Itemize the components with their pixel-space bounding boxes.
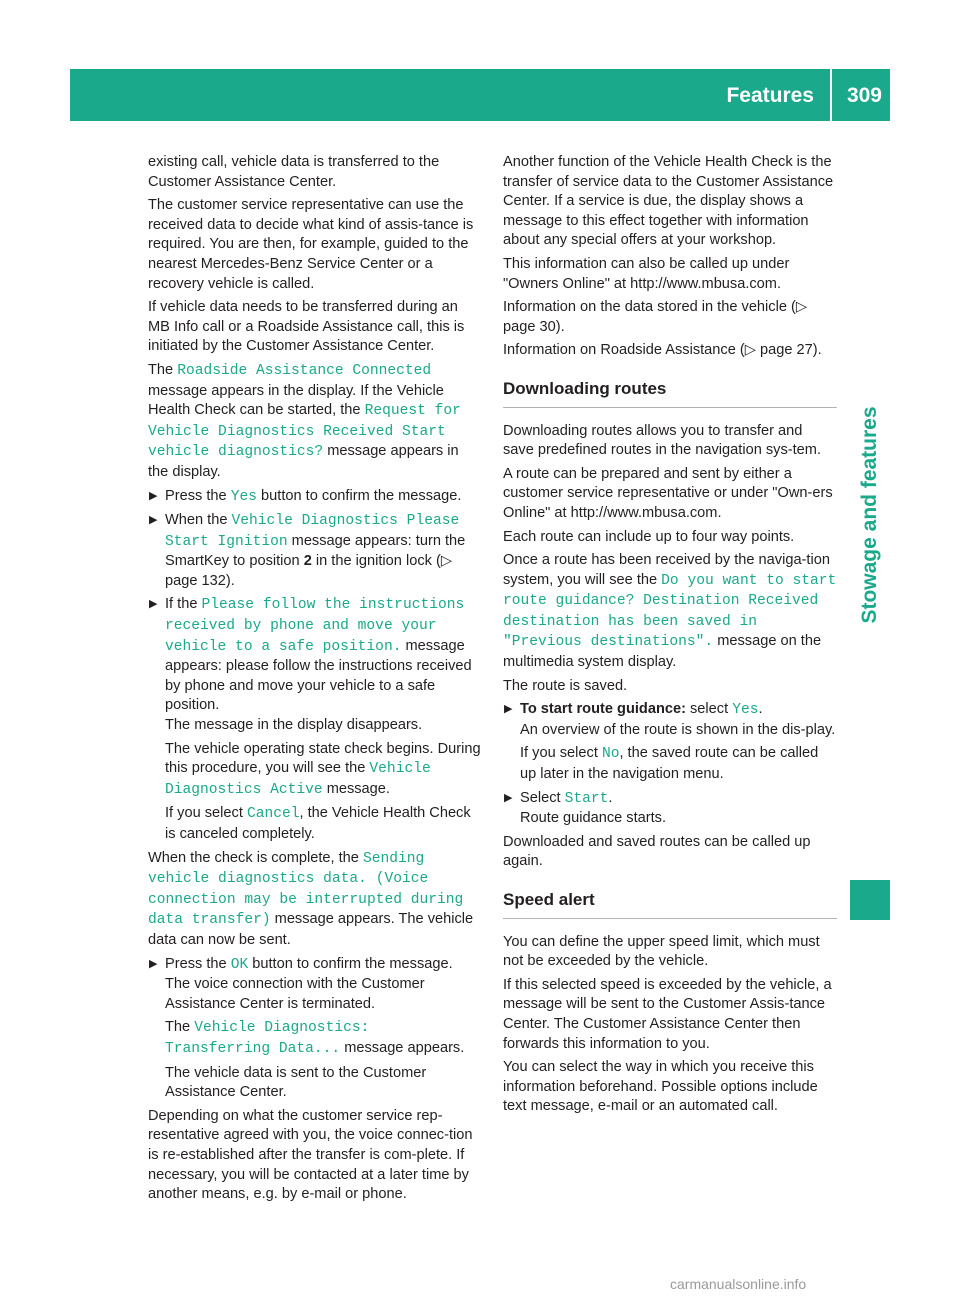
side-tab-marker [850, 880, 890, 920]
paragraph: This information can also be called up under "Owners Online" at http://www.mbusa.com. [503, 255, 790, 292]
text: message. [322, 780, 390, 797]
step-text [165, 595, 482, 735]
instruction-step [148, 955, 482, 1103]
button-label: Yes [732, 702, 759, 719]
instruction-step [148, 511, 482, 591]
text: message appears in the display. [148, 443, 459, 480]
paragraph: If vehicle data needs to be transferred during an MB Info call or a Roadside Assistance call, this is initiated by the Customer Assistance Center. [148, 299, 465, 355]
step-arrow-icon: ▶ [504, 703, 513, 716]
instruction-step [503, 700, 837, 784]
text: The [165, 1019, 195, 1036]
text: message appears. The vehicle data can now be sent. [148, 911, 474, 948]
display-message: Sending vehicle diagnostics data. (Voice connection may be interrupted during data transfer) [148, 850, 464, 929]
button-label: Start [564, 790, 609, 807]
display-message: Vehicle Diagnostics Active [165, 761, 431, 798]
text: Route guidance starts. [520, 810, 667, 827]
step-text [520, 700, 837, 740]
text: If you select [165, 805, 247, 822]
step-text [165, 955, 482, 1015]
instruction-step [148, 487, 482, 508]
section-heading: Speed alert [503, 890, 837, 919]
text: Once a route has been received by the naviga-tion system, you will see the [503, 552, 830, 588]
paragraph: Downloaded and saved routes can be called up again. [503, 833, 811, 870]
text: message appears: please follow the instructions received by phone and move your vehicle to a safe position. [165, 637, 472, 714]
right-column [503, 153, 837, 1121]
paragraph: You can select the way in which you receive this information beforehand. Possible options include text message, e-mail or an automated call. [503, 1059, 818, 1115]
text: message appears. [340, 1039, 465, 1056]
paragraph: Each route can include up to four way points. [503, 528, 795, 545]
button-label: Yes [230, 488, 257, 505]
display-message: Vehicle Diagnostics Please Start Ignition [165, 513, 460, 550]
display-message: Request for Vehicle Diagnostics Received Start vehicle diagnostics? [148, 403, 461, 461]
step-text [165, 804, 482, 844]
step-title: To start route guidance: [520, 701, 686, 718]
paragraph: existing call, vehicle data is transferred to the Customer Assistance Center. [148, 154, 440, 190]
step-arrow-icon: ▶ [149, 489, 158, 502]
step-text [165, 740, 482, 801]
step-arrow-icon: ▶ [504, 791, 513, 804]
section-title: Features [726, 84, 814, 107]
paragraph: The route is saved. [503, 677, 628, 694]
header-bar [70, 69, 890, 121]
text: select [685, 701, 733, 718]
text: If the [165, 596, 202, 613]
step-text [165, 511, 482, 591]
button-label: Cancel [246, 806, 300, 823]
text: message appears: turn the SmartKey to position [165, 532, 466, 570]
paragraph [148, 361, 482, 483]
text: Press the [165, 955, 231, 972]
page-number: 309 [846, 84, 882, 107]
header-divider [830, 69, 832, 121]
button-label: No [601, 746, 620, 763]
step-text [520, 744, 837, 784]
paragraph [503, 551, 837, 673]
step-arrow-icon: ▶ [149, 598, 158, 611]
paragraph [148, 849, 482, 951]
paragraph: Information on Roadside Assistance (▷ page 27). [503, 342, 822, 359]
text: When the check is complete, the [148, 849, 363, 866]
text: The [148, 361, 178, 378]
text: . [608, 789, 613, 806]
paragraph: A route can be prepared and sent by either a customer service representative or under "Own-ers Online" at http://www.mbusa.com. [503, 465, 833, 521]
paragraph: Information on the data stored in the vehicle (▷ page 30). [503, 299, 808, 335]
step-text [165, 1018, 482, 1059]
key-position: 2 [303, 553, 312, 570]
display-message: Roadside Assistance Connected [177, 362, 432, 379]
watermark: carmanualsonline.info [670, 1276, 807, 1292]
paragraph: Another function of the Vehicle Health Check is the transfer of service data to the Customer Assistance Center. If a service is due, the display shows a message to this effect together with information about any special offers at your workshop. [503, 154, 834, 249]
text: Press the [165, 487, 231, 504]
text: When the [165, 512, 232, 529]
text: button to confirm the message. [256, 487, 462, 504]
display-message: Vehicle Diagnostics: Transferring Data... [165, 1020, 370, 1057]
section-heading: Downloading routes [503, 379, 837, 408]
instruction-step [148, 595, 482, 844]
paragraph: The customer service representative can use the received data to decide what kind of assis-tance is required. You are then, for example, guided to the nearest Mercedes-Benz Service Center or a recovery vehicle is called. [148, 197, 474, 292]
paragraph: Downloading routes allows you to transfer and save predefined routes in the navigation sys-tem. [503, 422, 821, 459]
step-arrow-icon: ▶ [149, 957, 158, 970]
text: Select [520, 789, 565, 806]
paragraph: If this selected speed is exceeded by the vehicle, a message will be sent to the Customer Assis-tance Center. The Customer Assistance Center then forwards this information to you. [503, 976, 832, 1052]
text: The voice connection with the Customer Assistance Center is terminated. [165, 976, 425, 1012]
step-text [520, 789, 837, 829]
display-message: Please follow the instructions received by phone and move your vehicle to a safe position. [165, 597, 465, 655]
paragraph: Depending on what the customer service rep-resentative agreed with you, the voice connec-tion is re-established after the transfer is com-plete. If necessary, you will be contacted at a later time by another means, e.g. by e-mail or phone. [148, 1107, 473, 1203]
text: If you select [520, 745, 602, 762]
text: , the Vehicle Health Check is canceled completely. [165, 805, 471, 842]
step-arrow-icon: ▶ [149, 514, 158, 527]
paragraph: You can define the upper speed limit, which must not be exceeded by the vehicle. [503, 933, 820, 970]
display-message: Do you want to start route guidance? Destination Received destination has been saved in "Previous destinations". [503, 572, 837, 651]
text: An overview of the route is shown in the dis-play. [520, 721, 836, 738]
text: , the saved route can be called up later in the navigation menu. [520, 745, 819, 783]
text: message appears in the display. If the Vehicle Health Check can be started, the [148, 382, 444, 419]
text: . [758, 701, 763, 718]
instruction-step [503, 789, 837, 829]
left-column [148, 153, 482, 1209]
text: in the ignition lock (▷ page 132). [165, 553, 453, 589]
button-label: OK [230, 956, 249, 973]
text: The message in the display disappears. [165, 717, 423, 734]
text: message on the multimedia system display. [503, 633, 822, 671]
step-text [165, 487, 482, 508]
side-tab-label: Stowage and features [858, 406, 881, 624]
step-text: The vehicle data is sent to the Customer Assistance Center. [165, 1064, 427, 1101]
text: button to confirm the message. [248, 955, 453, 972]
text: The vehicle operating state check begins. During this procedure, you will see the [165, 740, 481, 777]
